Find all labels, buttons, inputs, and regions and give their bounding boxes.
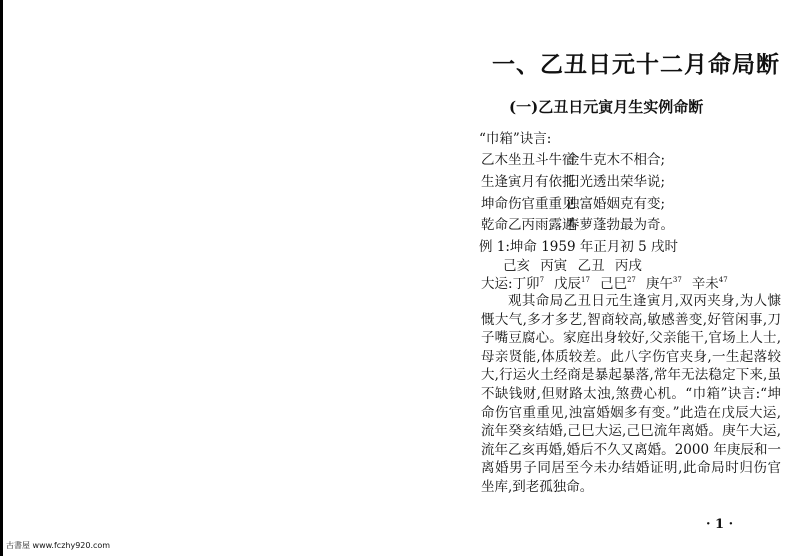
section-title: (一)乙丑日元寅月生实例命断 [509,98,704,116]
verse-right-4: 春萝蓬勃最为奇。 [566,217,674,233]
verse-left-4: 乾命乙丙雨露遇 [481,217,576,233]
jinxiang-label: “巾箱”诀言: [479,131,552,147]
luck-item: 丁卯$^7$ [512,276,545,292]
paragraph-text: 观其命局乙丑日元生逢寅月,双丙夹身,为人慷慨大气,多才多艺,智商较高,敏感善变,好管闲事,刀子嘴豆腐心。家庭出身较好,父亲能干,官场上人士,母亲贤能,体质较差。此八字伤官夹身,一生起落较大,行运火土经商是暴起暴落,常年无法稳定下来,虽不缺钱财,但财路太浊,煞费心机。“巾箱”诀言:“坤命伤官重重见,浊富婚姻多有变。”此造在戊辰大运,流年癸亥结婚,己巳大运,己巳流年离婚。庚午大运,流年乙亥再婚,婚后不久又离婚。2000 年庚辰和一离婚男子同居至今未办结婚证明,此命局时归伤官坐库,到老孤独命。 [481,293,781,495]
verse-left-1: 乙木坐丑斗牛宿 [481,152,576,168]
verse-left-2: 生逢寅月有依托 [481,174,576,190]
luck-item: 庚午$^{37}$ [645,276,682,292]
luck-cycles [481,272,738,292]
luck-item: 戊辰$^{17}$ [554,276,590,292]
verse-left-3: 坤命伤官重重见 [481,196,576,212]
luck-item: 己巳$^{27}$ [599,276,636,292]
four-pillars: 己亥 丙寅 乙丑 丙戌 [503,258,642,274]
page-number: · 1 · [706,517,734,532]
verse-right-1: 金牛克木不相合; [566,152,666,168]
luck-item: 辛未$^{47}$ [691,276,728,292]
chapter-title: 一、乙丑日元十二月命局断 [492,51,780,78]
verse-right-3: 浊富婚姻克有变; [566,196,666,212]
example-line: 例 1:坤命 1959 年正月初 5 戌时 [479,239,679,255]
luck-prefix: 大运: [481,276,513,292]
analysis-paragraph [481,292,781,497]
footer-watermark: 古書屋 www.fczhy920.com [6,541,111,550]
verse-right-2: 阳光透出荣华说; [566,174,666,190]
scan-edge [0,0,3,556]
